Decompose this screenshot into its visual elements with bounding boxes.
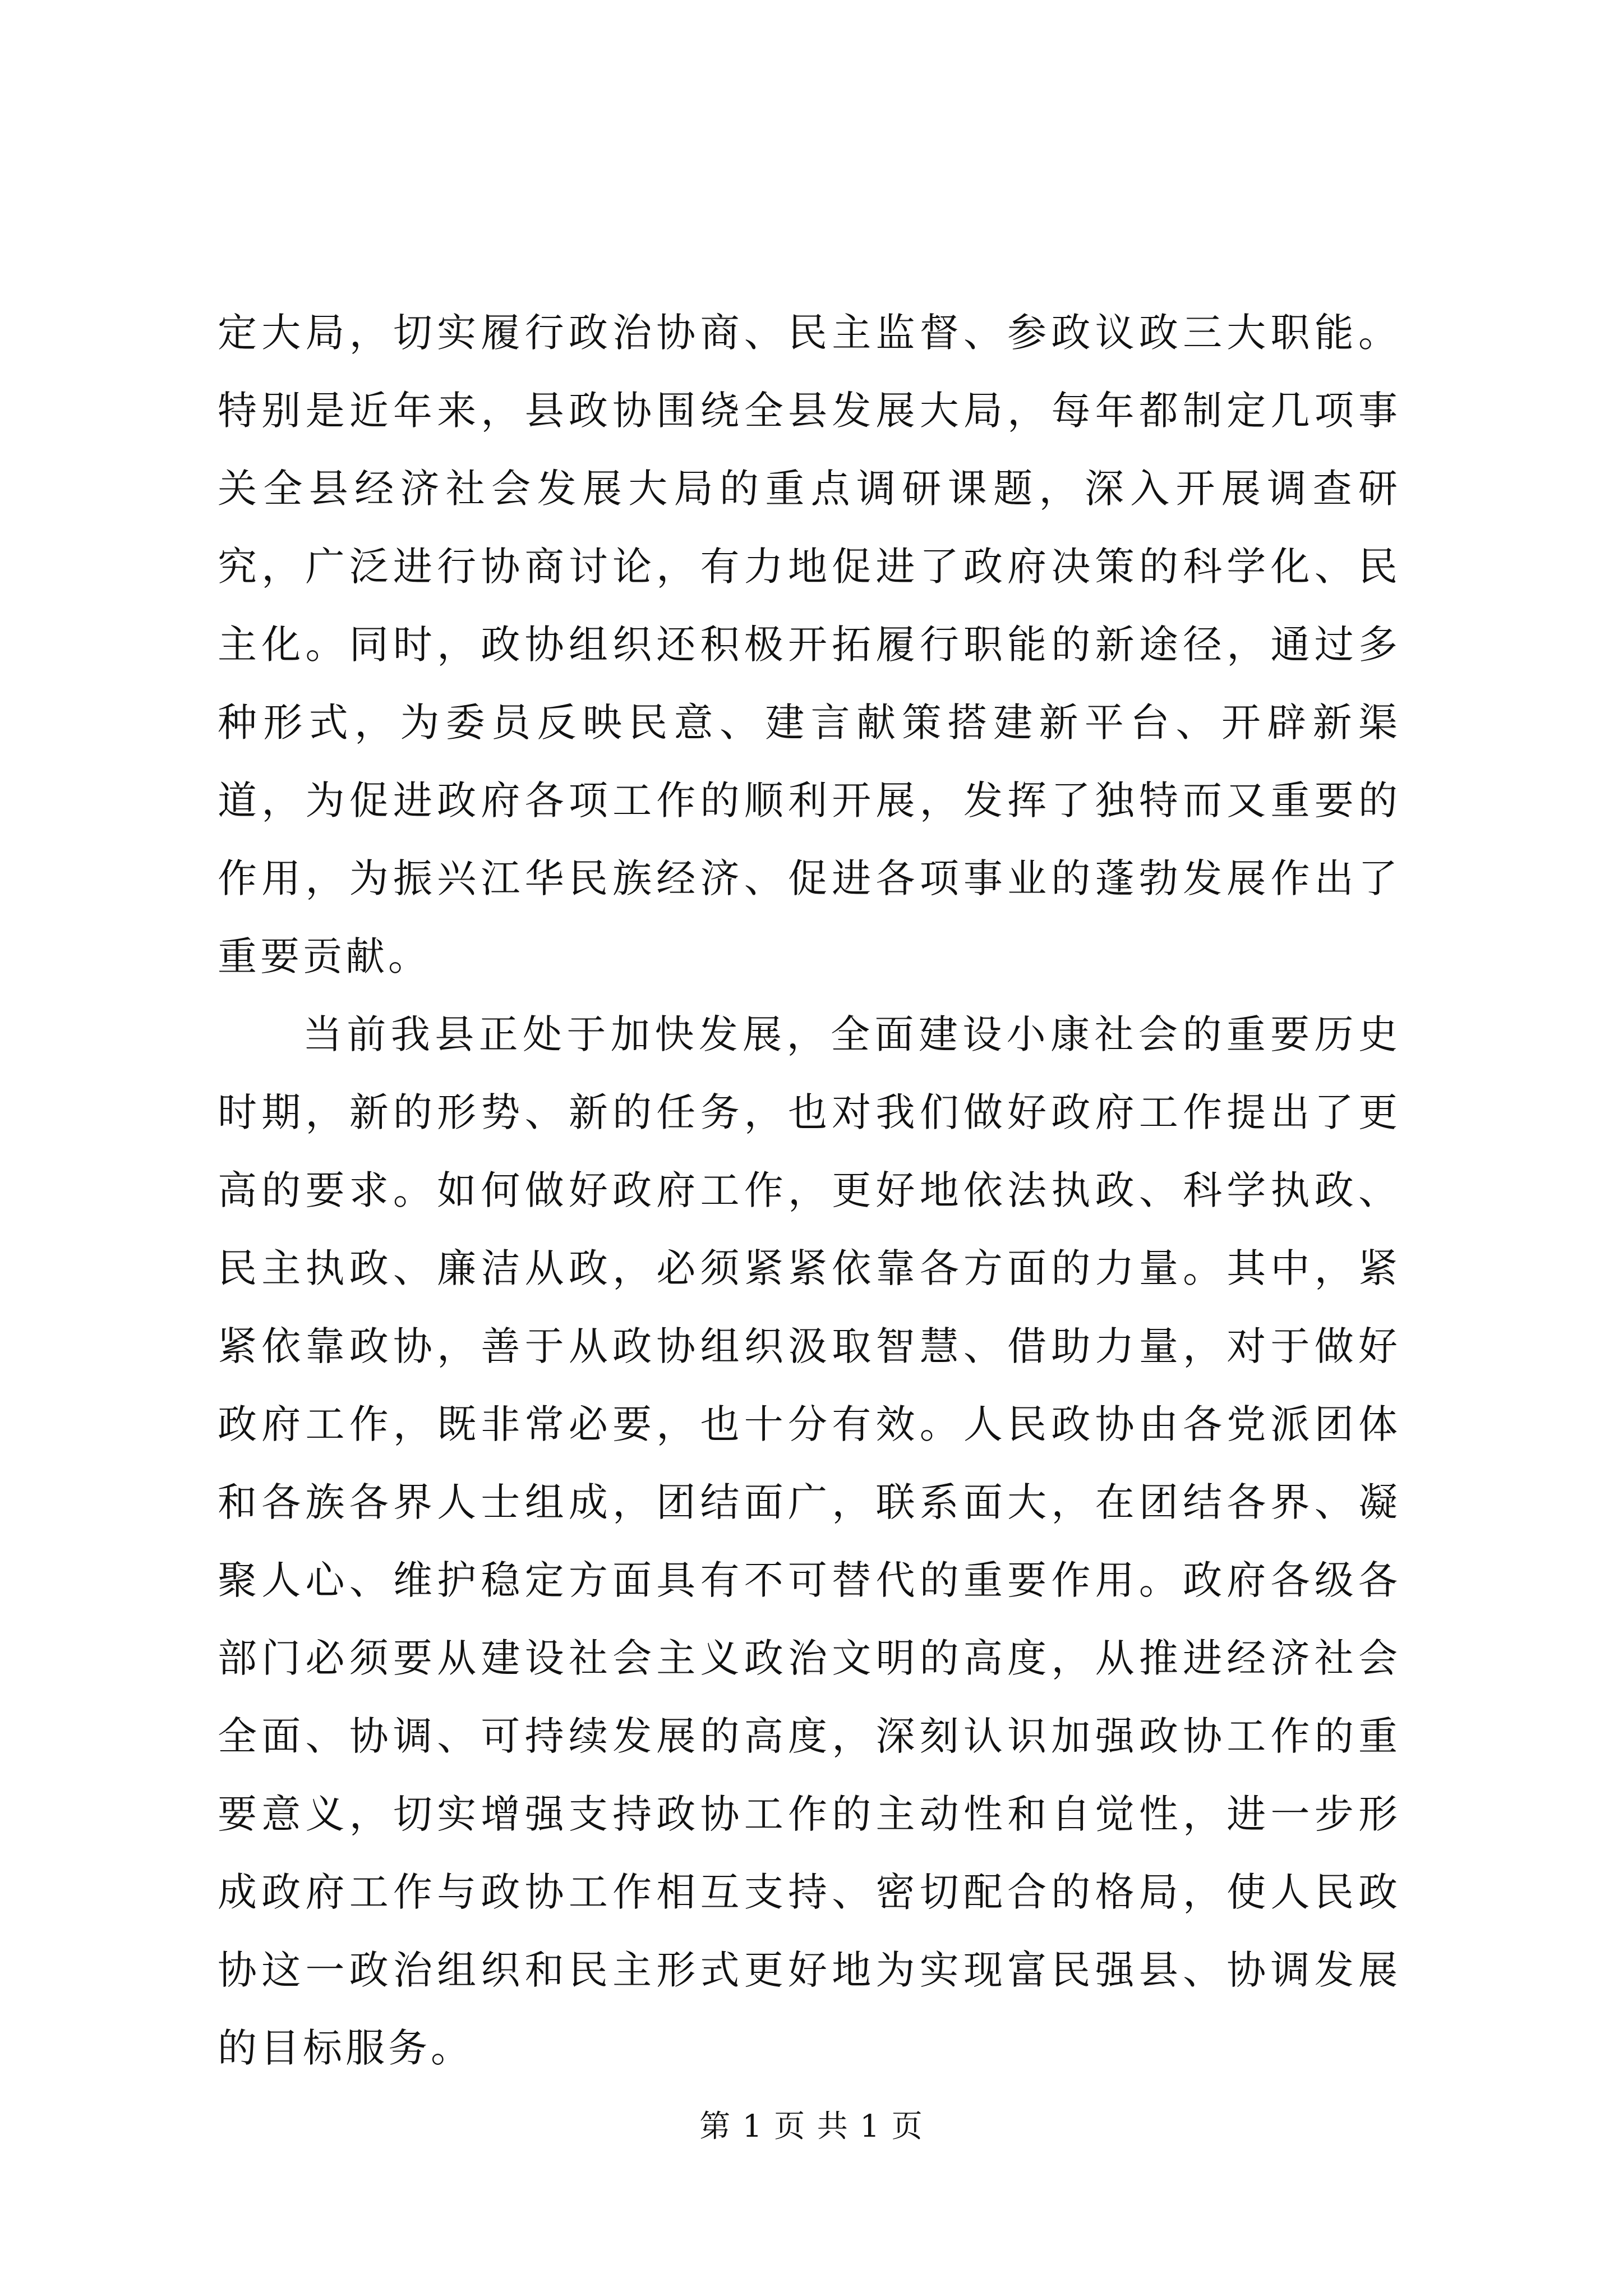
body-text bbox=[218, 294, 1401, 2087]
paragraph-2: 当前我县正处于加快发展，全面建设小康社会的重要历史时期，新的形势、新的任务，也对我们做好政府工作提出了更高的要求。如何做好政府工作，更好地依法执政、科学执政、民主执政、廉洁从政，必须紧紧依靠各方面的力量。其中，紧紧依靠政协，善于从政协组织汲取智慧、借助力量，对于做好政府工作，既非常必要，也十分有效。人民政协由各党派团体和各族各界人士组成，团结面广，联系面大，在团结各界、凝聚人心、维护稳定方面具有不可替代的重要作用。政府各级各部门必须要从建设社会主义政治文明的高度，从推进经济社会全面、协调、可持续发展的高度，深刻认识加强政协工作的重要意义，切实增强支持政协工作的主动性和自觉性，进一步形成政府工作与政协工作相互支持、密切配合的格局，使人民政协这一政治组织和民主形式更好地为实现富民强县、协调发展的目标服务。 bbox=[218, 1011, 1401, 2071]
page-footer: 第 1 页 共 1 页 bbox=[699, 2108, 924, 2144]
paragraph-1: 定大局，切实履行政治协商、民主监督、参政议政三大职能。特别是近年来，县政协围绕全县发展大局，每年都制定几项事关全县经济社会发展大局的重点调研课题，深入开展调查研究，广泛进行协商讨论，有力地促进了政府决策的科学化、民主化。同时，政协组织还积极开拓履行职能的新途径，通过多种形式，为委员反映民意、建言献策搭建新平台、开辟新渠道，为促进政府各项工作的顺利开展，发挥了独特而又重要的作用，为振兴江华民族经济、促进各项事业的蓬勃发展作出了重要贡献。 bbox=[218, 310, 1401, 979]
